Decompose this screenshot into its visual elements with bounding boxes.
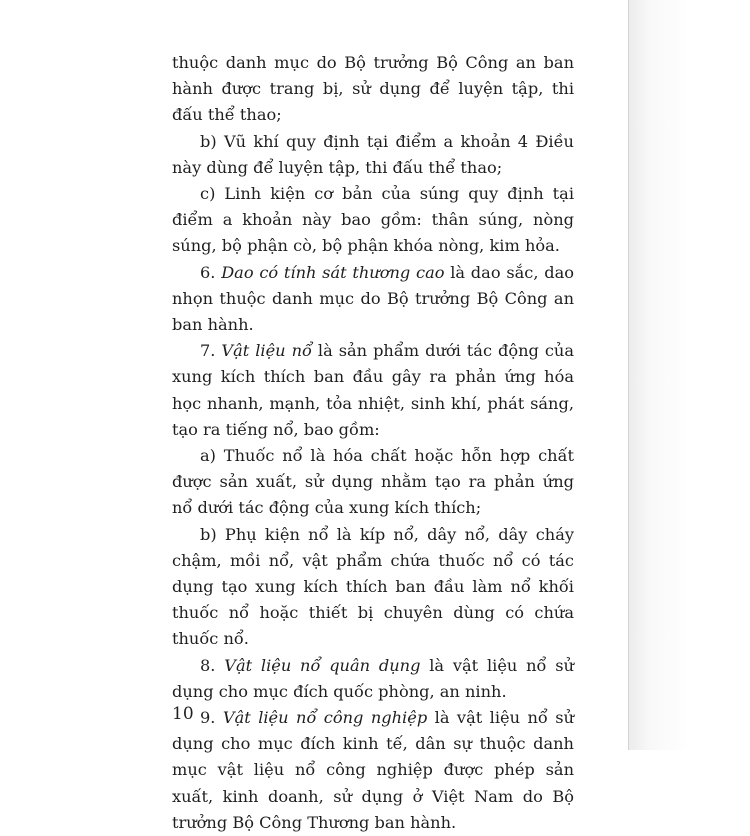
paragraph bbox=[172, 653, 574, 705]
paragraph bbox=[172, 443, 574, 522]
paragraph-text: b) Phụ kiện nổ là kíp nổ, dây nổ, dây cháy chậm, mồi nổ, vật phẩm chứa thuốc nổ có tác dụng tạo xung kích thích ban đầu làm nổ khối thuốc nổ hoặc thiết bị chuyên dùng có chứa thuốc nổ. bbox=[172, 524, 574, 649]
paragraph-text: 9. bbox=[200, 708, 223, 728]
paragraph bbox=[172, 181, 574, 260]
defined-term: Vật liệu nổ quân dụng bbox=[224, 655, 421, 675]
paragraph-text: a) Thuốc nổ là hóa chất hoặc hỗn hợp chất được sản xuất, sử dụng nhằm tạo ra phản ứng nổ dưới tác động của xung kích thích; bbox=[172, 446, 574, 518]
paragraph bbox=[172, 129, 574, 181]
paragraph-text: 6. bbox=[200, 262, 222, 282]
defined-term: Vật liệu nổ bbox=[221, 341, 312, 361]
paragraph bbox=[172, 705, 574, 836]
page-text-body bbox=[172, 50, 574, 836]
paragraph-text: 7. bbox=[200, 341, 222, 361]
paragraph-text: c) Linh kiện cơ bản của súng quy định tại điểm a khoản này bao gồm: thân súng, nòng súng, bộ phận cò, bộ phận khóa nòng, kim hỏa. bbox=[172, 184, 574, 256]
defined-term: Dao có tính sát thương cao bbox=[221, 262, 445, 282]
paragraph-text: là vật liệu nổ sử dụng cho mục đích kinh tế, dân sự thuộc danh mục vật liệu nổ công nghiệp được phép sản xuất, kinh doanh, sử dụng ở Việt Nam do Bộ trưởng Bộ Công Thương ban hành. bbox=[172, 708, 574, 832]
paragraph-text: là dao sắc, dao nhọn thuộc danh mục do Bộ trưởng Bộ Công an ban hành. bbox=[172, 262, 574, 335]
paragraph-text: b) Vũ khí quy định tại điểm a khoản 4 Điều này dùng để luyện tập, thi đấu thể thao; bbox=[172, 131, 574, 177]
paragraph-text: là vật liệu nổ sử dụng cho mục đích quốc phòng, an ninh. bbox=[172, 655, 574, 701]
paragraph bbox=[172, 260, 574, 339]
paragraph bbox=[172, 522, 574, 653]
paragraph bbox=[172, 50, 574, 129]
defined-term: Vật liệu nổ công nghiệp bbox=[222, 708, 428, 728]
paragraph-text: 8. bbox=[200, 655, 225, 675]
page-number: 10 bbox=[172, 704, 194, 724]
paragraph-text: thuộc danh mục do Bộ trưởng Bộ Công an ban hành được trang bị, sử dụng để luyện tập, thi đấu thể thao; bbox=[172, 53, 574, 125]
paragraph bbox=[172, 338, 574, 443]
paragraph-text: là sản phẩm dưới tác động của xung kích thích ban đầu gây ra phản ứng hóa học nhanh, mạnh, tỏa nhiệt, sinh khí, phát sáng, tạo ra tiếng nổ, bao gồm: bbox=[172, 341, 574, 439]
page-edge-shadow bbox=[629, 0, 750, 750]
